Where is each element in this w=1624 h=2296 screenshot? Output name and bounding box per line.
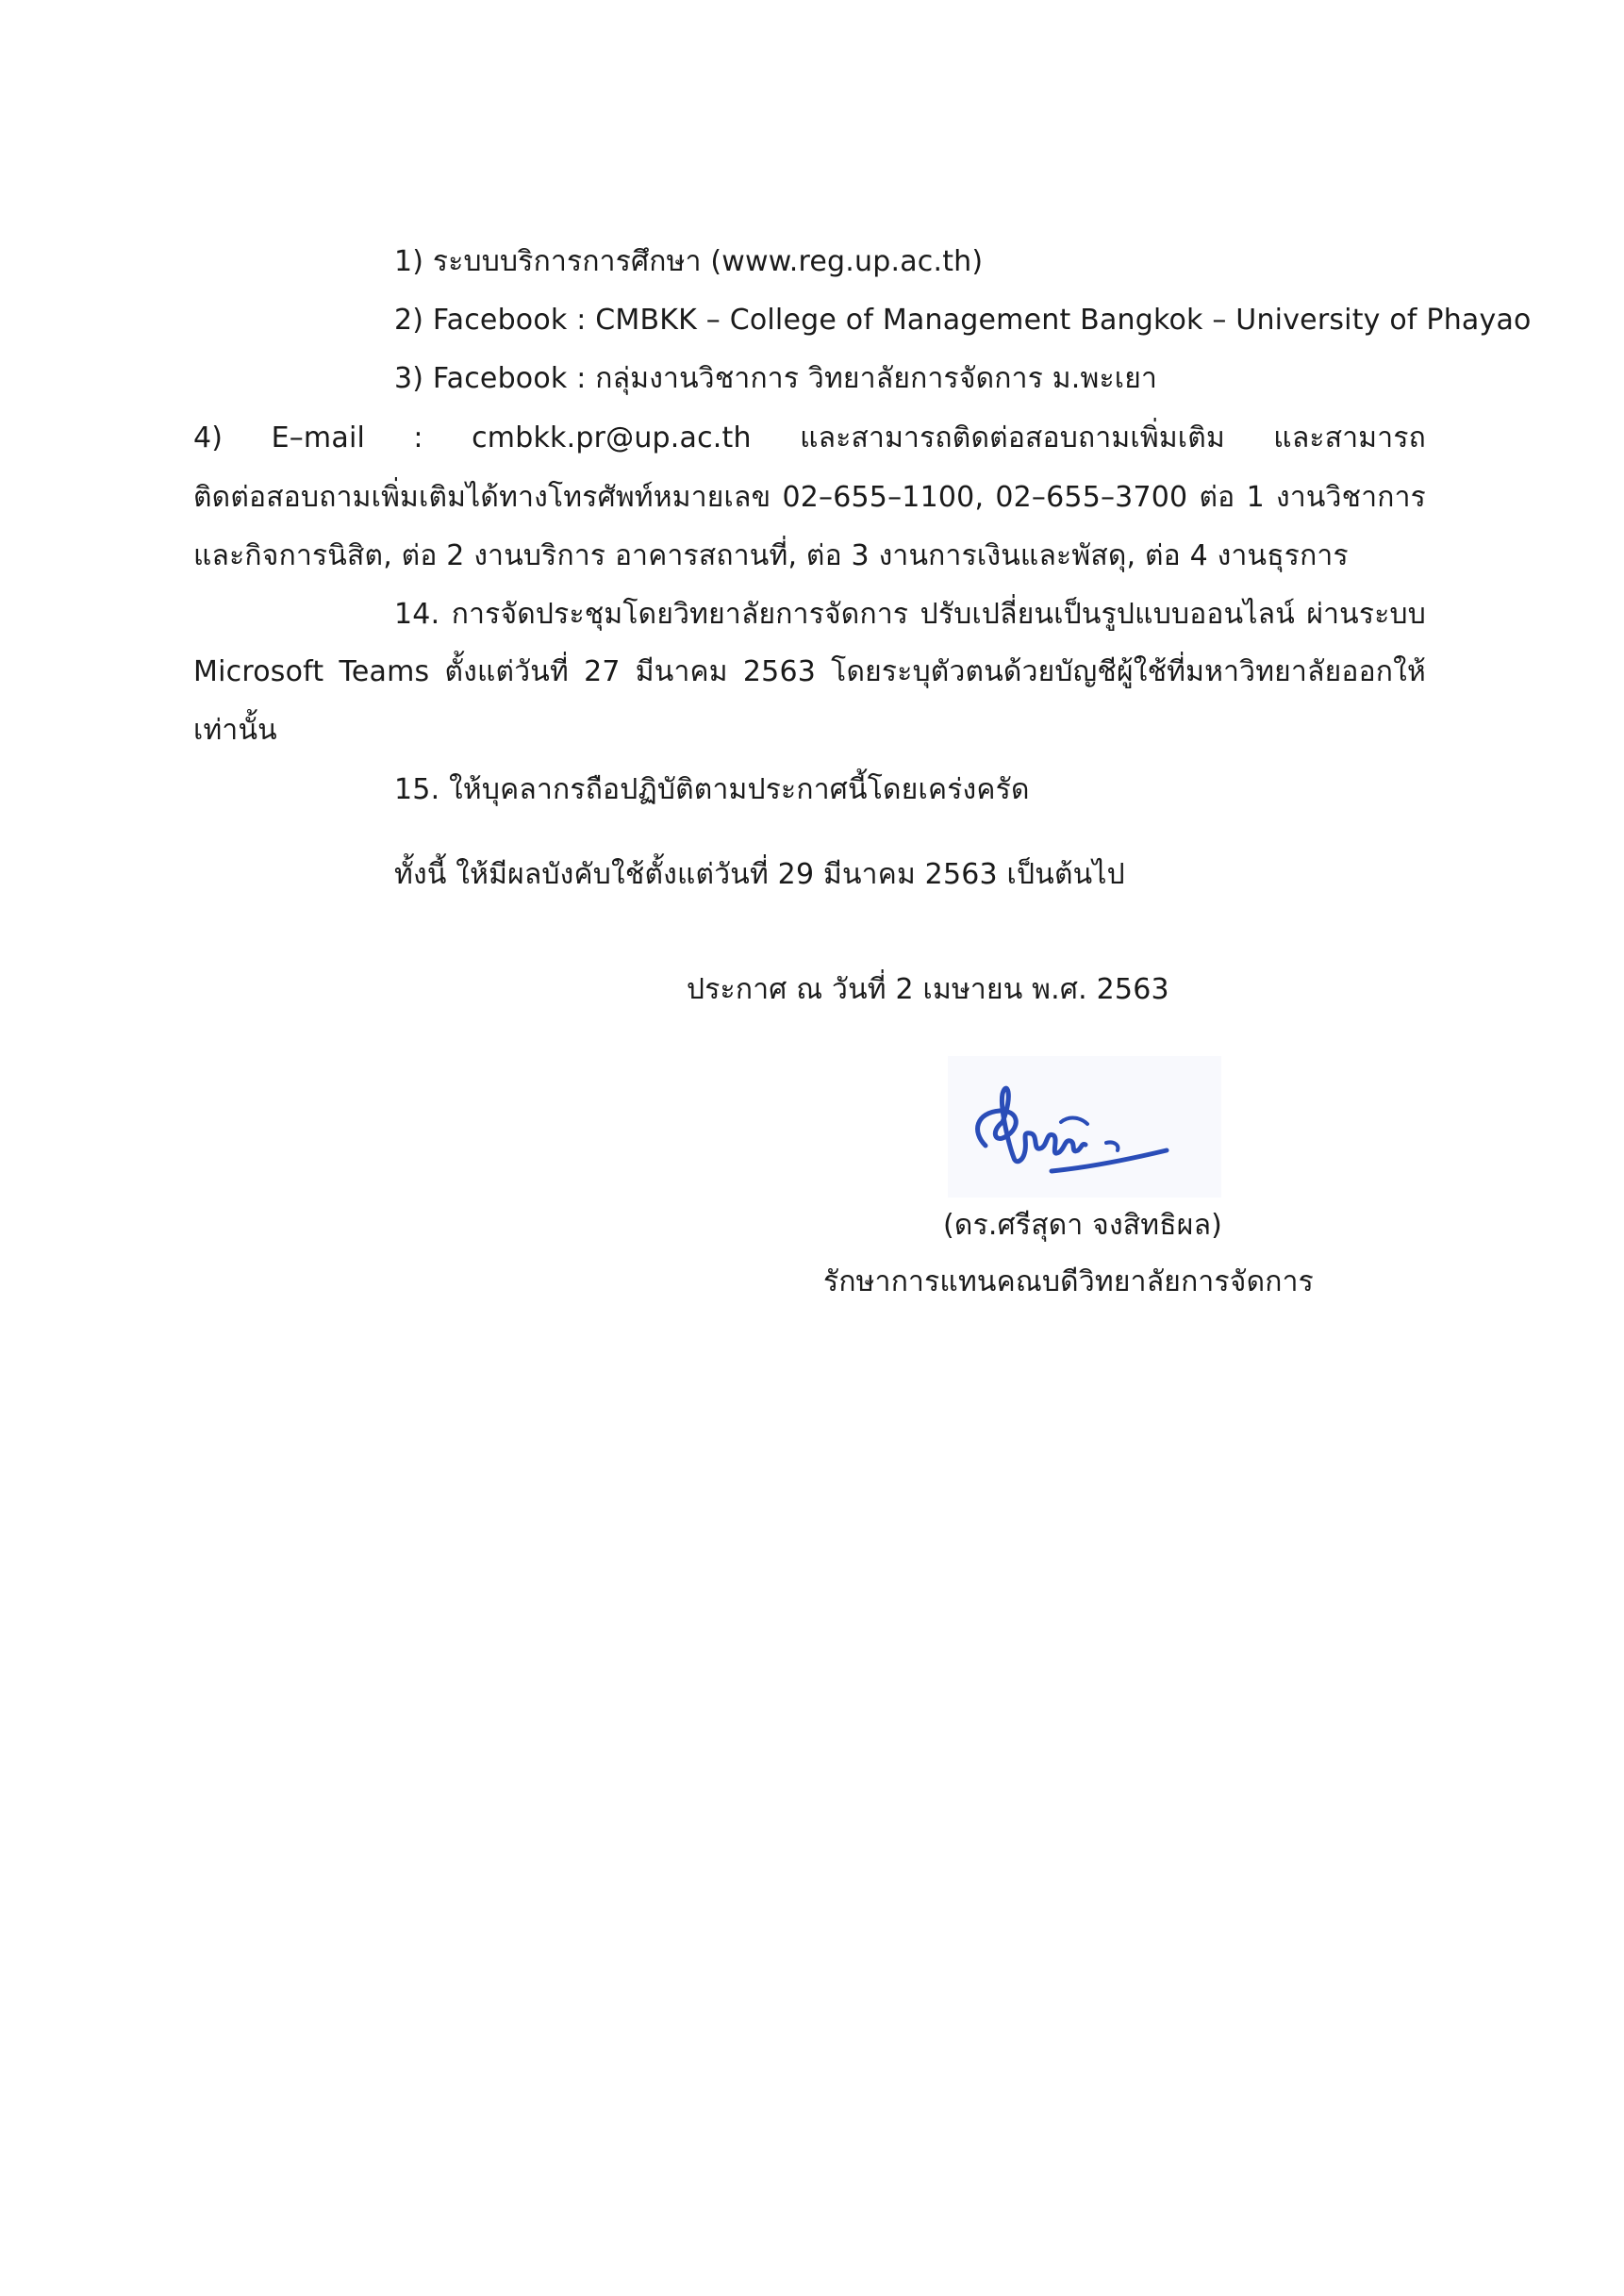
signature-icon xyxy=(948,1056,1221,1198)
channel-item-1: 1) ระบบบริการการศึกษา (www.reg.up.ac.th) xyxy=(394,245,984,278)
signer-title: รักษาการแทนคณบดีวิทยาลัยการจัดการ xyxy=(823,1265,1314,1298)
signer-name: (ดร.ศรีสุดา จงสิทธิผล) xyxy=(943,1209,1223,1242)
item-14-line-2: Microsoft Teams ตั้งแต่วันที่ 27 มีนาคม 2563 โดยระบุตัวตนด้วยบัญชีผู้ใช้ที่มหาวิทยาลัยออกให้ xyxy=(193,655,1426,688)
item-14-line-1: 14. การจัดประชุมโดยวิทยาลัยการจัดการ ปรับเปลี่ยนเป็นรูปแบบออนไลน์ ผ่านระบบ xyxy=(394,598,1426,631)
announcement-date: ประกาศ ณ วันที่ 2 เมษายน พ.ศ. 2563 xyxy=(687,973,1169,1006)
item-4-line-1: 4) E–mail : cmbkk.pr@up.ac.th และสามารถติดต่อสอบถามเพิ่มเติม และสามารถ xyxy=(193,421,1426,454)
channel-item-3: 3) Facebook : กลุ่มงานวิชาการ วิทยาลัยการจัดการ ม.พะเยา xyxy=(394,362,1158,395)
item-4-line-3: และกิจการนิสิต, ต่อ 2 งานบริการ อาคารสถานที่, ต่อ 3 งานการเงินและพัสดุ, ต่อ 4 งานธุรการ xyxy=(193,539,1349,572)
signature-image xyxy=(948,1056,1221,1198)
effective-date-statement: ทั้งนี้ ให้มีผลบังคับใช้ตั้งแต่วันที่ 29 มีนาคม 2563 เป็นต้นไป xyxy=(394,858,1125,891)
item-15: 15. ให้บุคลากรถือปฏิบัติตามประกาศนี้โดยเคร่งครัด xyxy=(394,773,1030,806)
channel-item-2: 2) Facebook : CMBKK – College of Management Bangkok – University of Phayao xyxy=(394,304,1532,337)
item-14-line-3: เท่านั้น xyxy=(193,714,277,747)
item-4-line-2: ติดต่อสอบถามเพิ่มเติมได้ทางโทรศัพท์หมายเลข 02–655–1100, 02–655–3700 ต่อ 1 งานวิชาการ xyxy=(193,481,1426,514)
